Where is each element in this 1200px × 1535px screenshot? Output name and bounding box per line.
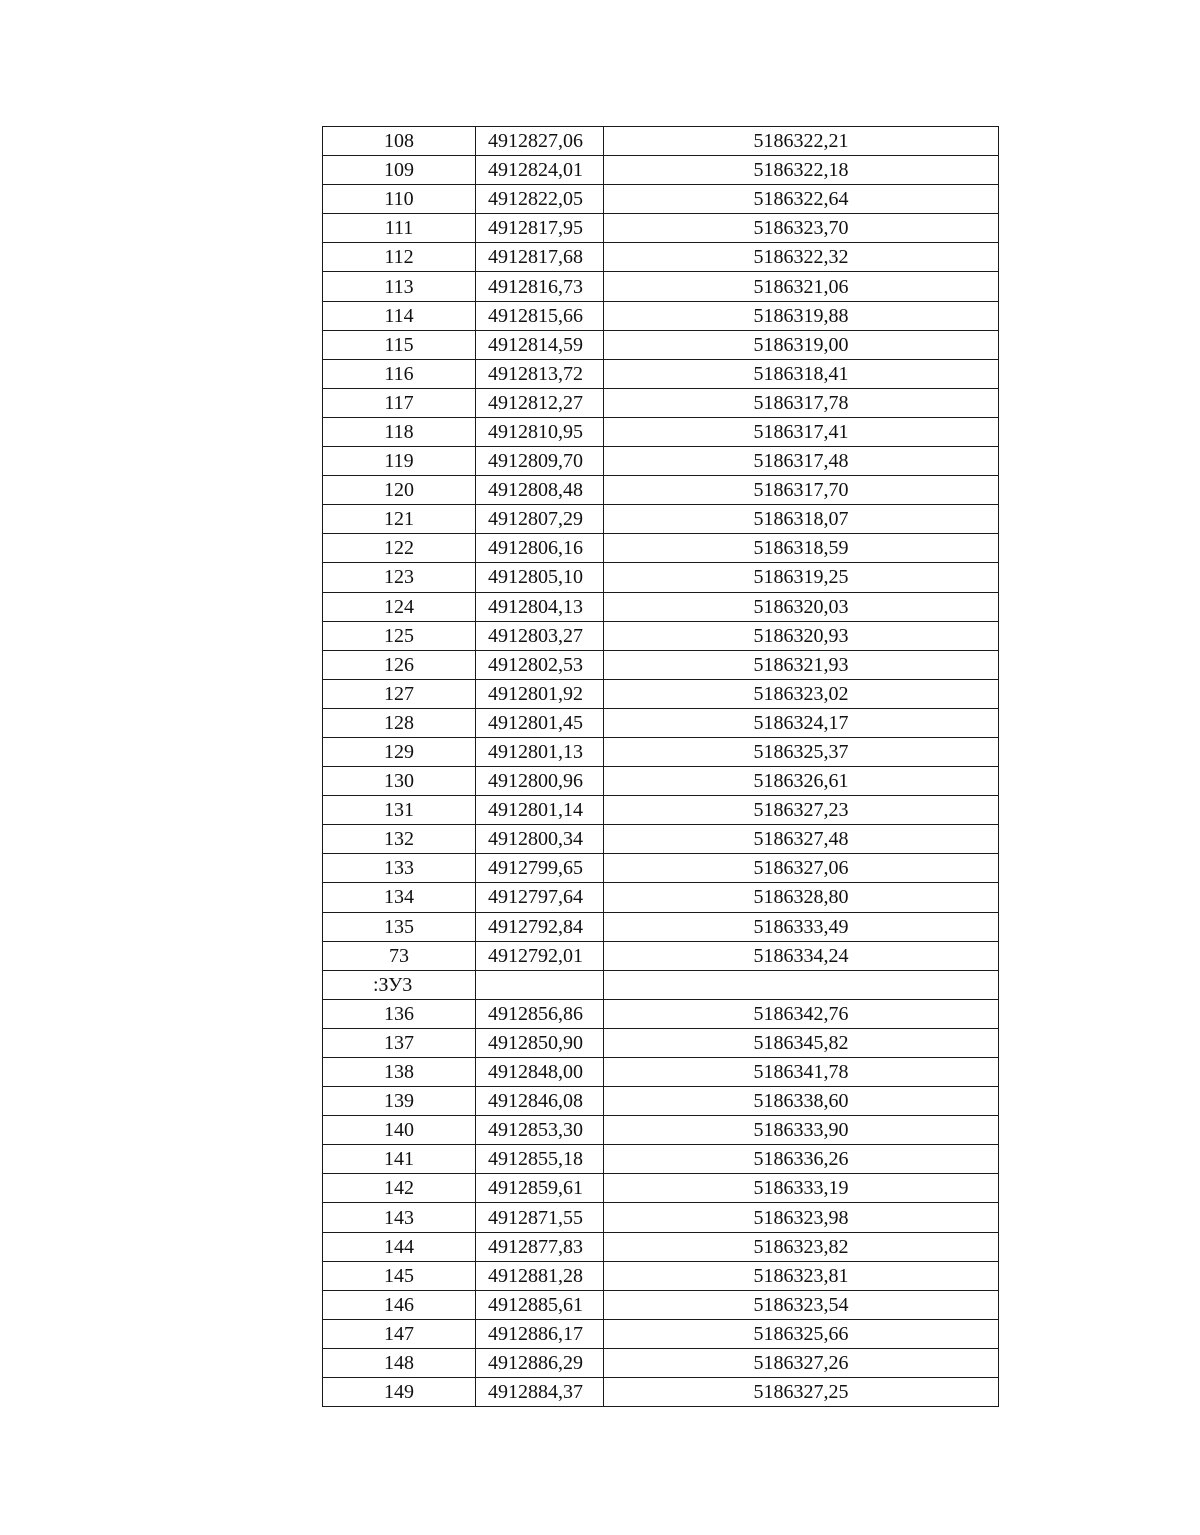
point-number-cell: 113	[323, 272, 476, 301]
point-number-cell: 139	[323, 1087, 476, 1116]
x-coordinate-cell: 4912884,37	[476, 1378, 604, 1407]
x-coordinate-cell: 4912855,18	[476, 1145, 604, 1174]
x-coordinate-cell	[476, 970, 604, 999]
y-coordinate-cell: 5186320,03	[604, 592, 999, 621]
table-row	[323, 243, 999, 272]
table-row	[323, 854, 999, 883]
point-number-cell: 125	[323, 621, 476, 650]
x-coordinate-cell: 4912856,86	[476, 999, 604, 1028]
x-coordinate-cell: 4912810,95	[476, 417, 604, 446]
y-coordinate-cell: 5186323,02	[604, 679, 999, 708]
table-row	[323, 679, 999, 708]
point-number-cell: 122	[323, 534, 476, 563]
x-coordinate-cell: 4912827,06	[476, 127, 604, 156]
point-number-cell: 120	[323, 476, 476, 505]
x-coordinate-cell: 4912848,00	[476, 1058, 604, 1087]
x-coordinate-cell: 4912859,61	[476, 1174, 604, 1203]
table-row	[323, 214, 999, 243]
x-coordinate-cell: 4912801,13	[476, 737, 604, 766]
x-coordinate-cell: 4912800,34	[476, 825, 604, 854]
point-number-cell: 142	[323, 1174, 476, 1203]
point-number-cell: 114	[323, 301, 476, 330]
y-coordinate-cell: 5186323,81	[604, 1261, 999, 1290]
x-coordinate-cell: 4912799,65	[476, 854, 604, 883]
table-row	[323, 592, 999, 621]
table-row	[323, 796, 999, 825]
table-row	[323, 156, 999, 185]
table-row	[323, 563, 999, 592]
x-coordinate-cell: 4912885,61	[476, 1290, 604, 1319]
section-header-row	[323, 970, 999, 999]
table-row	[323, 505, 999, 534]
y-coordinate-cell: 5186327,06	[604, 854, 999, 883]
x-coordinate-cell: 4912871,55	[476, 1203, 604, 1232]
y-coordinate-cell: 5186342,76	[604, 999, 999, 1028]
x-coordinate-cell: 4912804,13	[476, 592, 604, 621]
table-row	[323, 534, 999, 563]
y-coordinate-cell: 5186345,82	[604, 1028, 999, 1057]
table-row	[323, 708, 999, 737]
y-coordinate-cell: 5186322,32	[604, 243, 999, 272]
x-coordinate-cell: 4912817,95	[476, 214, 604, 243]
x-coordinate-cell: 4912813,72	[476, 359, 604, 388]
table-row	[323, 825, 999, 854]
table-row	[323, 417, 999, 446]
y-coordinate-cell: 5186323,70	[604, 214, 999, 243]
y-coordinate-cell: 5186338,60	[604, 1087, 999, 1116]
section-label: :ЗУ3	[323, 970, 476, 999]
point-number-cell: 141	[323, 1145, 476, 1174]
point-number-cell: 123	[323, 563, 476, 592]
y-coordinate-cell: 5186336,26	[604, 1145, 999, 1174]
point-number-cell: 144	[323, 1232, 476, 1261]
y-coordinate-cell: 5186322,64	[604, 185, 999, 214]
point-number-cell: 111	[323, 214, 476, 243]
table-row	[323, 737, 999, 766]
point-number-cell: 115	[323, 330, 476, 359]
y-coordinate-cell: 5186318,07	[604, 505, 999, 534]
table-row	[323, 1145, 999, 1174]
x-coordinate-cell: 4912846,08	[476, 1087, 604, 1116]
point-number-cell: 131	[323, 796, 476, 825]
point-number-cell: 137	[323, 1028, 476, 1057]
y-coordinate-cell: 5186322,18	[604, 156, 999, 185]
y-coordinate-cell: 5186317,48	[604, 447, 999, 476]
x-coordinate-cell: 4912808,48	[476, 476, 604, 505]
y-coordinate-cell: 5186323,54	[604, 1290, 999, 1319]
table-row	[323, 1261, 999, 1290]
point-number-cell: 146	[323, 1290, 476, 1319]
y-coordinate-cell: 5186319,00	[604, 330, 999, 359]
point-number-cell: 138	[323, 1058, 476, 1087]
y-coordinate-cell: 5186323,98	[604, 1203, 999, 1232]
y-coordinate-cell: 5186334,24	[604, 941, 999, 970]
y-coordinate-cell: 5186318,59	[604, 534, 999, 563]
point-number-cell: 132	[323, 825, 476, 854]
y-coordinate-cell: 5186327,26	[604, 1348, 999, 1377]
point-number-cell: 129	[323, 737, 476, 766]
y-coordinate-cell: 5186323,82	[604, 1232, 999, 1261]
table-row	[323, 447, 999, 476]
x-coordinate-cell: 4912797,64	[476, 883, 604, 912]
table-row	[323, 999, 999, 1028]
y-coordinate-cell: 5186324,17	[604, 708, 999, 737]
x-coordinate-cell: 4912817,68	[476, 243, 604, 272]
x-coordinate-cell: 4912801,14	[476, 796, 604, 825]
table-row	[323, 127, 999, 156]
point-number-cell: 145	[323, 1261, 476, 1290]
table-row	[323, 1232, 999, 1261]
x-coordinate-cell: 4912801,92	[476, 679, 604, 708]
table-row	[323, 1174, 999, 1203]
point-number-cell: 119	[323, 447, 476, 476]
x-coordinate-cell: 4912809,70	[476, 447, 604, 476]
table-row	[323, 1087, 999, 1116]
point-number-cell: 136	[323, 999, 476, 1028]
point-number-cell: 73	[323, 941, 476, 970]
table-row	[323, 912, 999, 941]
y-coordinate-cell: 5186328,80	[604, 883, 999, 912]
point-number-cell: 121	[323, 505, 476, 534]
y-coordinate-cell: 5186321,93	[604, 650, 999, 679]
x-coordinate-cell: 4912877,83	[476, 1232, 604, 1261]
point-number-cell: 112	[323, 243, 476, 272]
point-number-cell: 133	[323, 854, 476, 883]
x-coordinate-cell: 4912812,27	[476, 388, 604, 417]
table-row	[323, 1378, 999, 1407]
table-row	[323, 767, 999, 796]
table-row	[323, 1290, 999, 1319]
x-coordinate-cell: 4912792,01	[476, 941, 604, 970]
y-coordinate-cell: 5186325,66	[604, 1319, 999, 1348]
x-coordinate-cell: 4912792,84	[476, 912, 604, 941]
x-coordinate-cell: 4912816,73	[476, 272, 604, 301]
point-number-cell: 127	[323, 679, 476, 708]
table-row	[323, 301, 999, 330]
y-coordinate-cell: 5186333,19	[604, 1174, 999, 1203]
point-number-cell: 130	[323, 767, 476, 796]
point-number-cell: 118	[323, 417, 476, 446]
point-number-cell: 117	[323, 388, 476, 417]
x-coordinate-cell: 4912853,30	[476, 1116, 604, 1145]
x-coordinate-cell: 4912807,29	[476, 505, 604, 534]
y-coordinate-cell: 5186317,70	[604, 476, 999, 505]
table-row	[323, 476, 999, 505]
point-number-cell: 109	[323, 156, 476, 185]
x-coordinate-cell: 4912814,59	[476, 330, 604, 359]
coordinates-table-body	[323, 127, 999, 1407]
y-coordinate-cell: 5186341,78	[604, 1058, 999, 1087]
table-row	[323, 1203, 999, 1232]
point-number-cell: 108	[323, 127, 476, 156]
table-row	[323, 650, 999, 679]
table-row	[323, 1319, 999, 1348]
y-coordinate-cell: 5186327,25	[604, 1378, 999, 1407]
x-coordinate-cell: 4912824,01	[476, 156, 604, 185]
coordinates-table	[322, 126, 999, 1407]
x-coordinate-cell: 4912806,16	[476, 534, 604, 563]
table-row	[323, 941, 999, 970]
point-number-cell: 149	[323, 1378, 476, 1407]
point-number-cell: 148	[323, 1348, 476, 1377]
table-row	[323, 359, 999, 388]
x-coordinate-cell: 4912886,29	[476, 1348, 604, 1377]
y-coordinate-cell: 5186327,23	[604, 796, 999, 825]
y-coordinate-cell: 5186317,78	[604, 388, 999, 417]
x-coordinate-cell: 4912822,05	[476, 185, 604, 214]
point-number-cell: 124	[323, 592, 476, 621]
point-number-cell: 143	[323, 1203, 476, 1232]
x-coordinate-cell: 4912801,45	[476, 708, 604, 737]
table-row	[323, 272, 999, 301]
x-coordinate-cell: 4912881,28	[476, 1261, 604, 1290]
point-number-cell: 134	[323, 883, 476, 912]
table-row	[323, 388, 999, 417]
x-coordinate-cell: 4912886,17	[476, 1319, 604, 1348]
point-number-cell: 140	[323, 1116, 476, 1145]
y-coordinate-cell: 5186333,49	[604, 912, 999, 941]
point-number-cell: 126	[323, 650, 476, 679]
y-coordinate-cell	[604, 970, 999, 999]
y-coordinate-cell: 5186325,37	[604, 737, 999, 766]
y-coordinate-cell: 5186326,61	[604, 767, 999, 796]
table-row	[323, 1058, 999, 1087]
y-coordinate-cell: 5186319,25	[604, 563, 999, 592]
point-number-cell: 135	[323, 912, 476, 941]
coordinates-sheet	[322, 126, 998, 1407]
table-row	[323, 330, 999, 359]
point-number-cell: 147	[323, 1319, 476, 1348]
point-number-cell: 110	[323, 185, 476, 214]
y-coordinate-cell: 5186317,41	[604, 417, 999, 446]
x-coordinate-cell: 4912805,10	[476, 563, 604, 592]
y-coordinate-cell: 5186321,06	[604, 272, 999, 301]
y-coordinate-cell: 5186333,90	[604, 1116, 999, 1145]
table-row	[323, 621, 999, 650]
y-coordinate-cell: 5186319,88	[604, 301, 999, 330]
table-row	[323, 1028, 999, 1057]
x-coordinate-cell: 4912802,53	[476, 650, 604, 679]
table-row	[323, 185, 999, 214]
point-number-cell: 128	[323, 708, 476, 737]
x-coordinate-cell: 4912800,96	[476, 767, 604, 796]
y-coordinate-cell: 5186318,41	[604, 359, 999, 388]
x-coordinate-cell: 4912803,27	[476, 621, 604, 650]
table-row	[323, 883, 999, 912]
x-coordinate-cell: 4912815,66	[476, 301, 604, 330]
table-row	[323, 1116, 999, 1145]
y-coordinate-cell: 5186327,48	[604, 825, 999, 854]
y-coordinate-cell: 5186322,21	[604, 127, 999, 156]
table-row	[323, 1348, 999, 1377]
y-coordinate-cell: 5186320,93	[604, 621, 999, 650]
point-number-cell: 116	[323, 359, 476, 388]
x-coordinate-cell: 4912850,90	[476, 1028, 604, 1057]
